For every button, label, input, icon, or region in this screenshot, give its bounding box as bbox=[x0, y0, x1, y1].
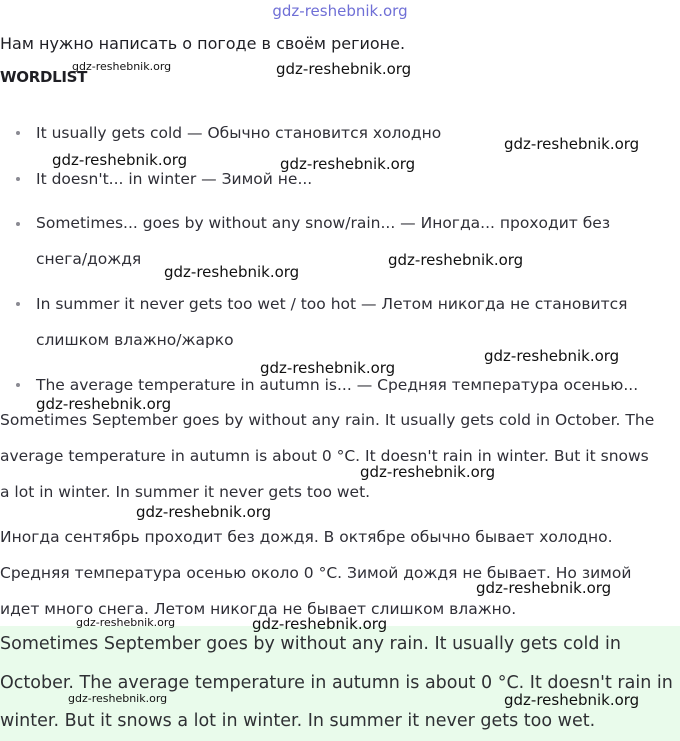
intro-text: Нам нужно написать о погоде в своём регионе. bbox=[0, 34, 406, 53]
watermark: gdz-reshebnik.org bbox=[52, 151, 188, 169]
bullet-icon bbox=[16, 222, 20, 226]
list-item-text: It usually gets cold — Обычно становится холодно bbox=[36, 124, 442, 142]
watermark: gdz-reshebnik.org bbox=[68, 692, 168, 705]
watermark: gdz-reshebnik.org bbox=[504, 691, 640, 709]
watermark: gdz-reshebnik.org bbox=[360, 463, 496, 481]
list-item-text: In summer it never gets too wet / too hot — Летом никогда не становится bbox=[36, 295, 628, 313]
paragraph-line: average temperature in autumn is about 0 °C. It doesn't rain in winter. But it snows bbox=[0, 447, 649, 465]
bullet-icon bbox=[16, 383, 20, 387]
watermark: gdz-reshebnik.org bbox=[276, 60, 412, 78]
watermark: gdz-reshebnik.org bbox=[260, 359, 396, 377]
bullet-icon bbox=[16, 177, 20, 181]
paragraph-line: Sometimes September goes by without any rain. It usually gets cold in October. The bbox=[0, 411, 655, 429]
list-item-text: слишком влажно/жарко bbox=[36, 331, 234, 349]
watermark: gdz-reshebnik.org bbox=[484, 347, 620, 365]
list-item-text: снега/дождя bbox=[36, 250, 142, 268]
watermark: gdz-reshebnik.org bbox=[476, 579, 612, 597]
bullet-icon bbox=[16, 302, 20, 306]
site-header-link[interactable]: gdz-reshebnik.org bbox=[272, 2, 408, 20]
watermark: gdz-reshebnik.org bbox=[280, 155, 416, 173]
paragraph-line: идет много снега. Летом никогда не бывает слишком влажно. bbox=[0, 600, 517, 618]
list-item-text: The average temperature in autumn is... — Средняя температура осенью... bbox=[36, 376, 639, 394]
watermark: gdz-reshebnik.org bbox=[252, 615, 388, 633]
highlighted-line: October. The average temperature in autumn is about 0 °C. It doesn't rain in bbox=[0, 673, 673, 693]
bullet-icon bbox=[16, 131, 20, 135]
highlighted-line: winter. But it snows a lot in winter. In summer it never gets too wet. bbox=[0, 711, 596, 731]
watermark: gdz-reshebnik.org bbox=[76, 616, 176, 629]
paragraph-line: Средняя температура осенью около 0 °C. Зимой дождя не бывает. Но зимой bbox=[0, 564, 632, 582]
wordlist-heading: WORDLIST bbox=[0, 68, 88, 86]
watermark: gdz-reshebnik.org bbox=[72, 60, 172, 73]
watermark: gdz-reshebnik.org bbox=[388, 251, 524, 269]
watermark: gdz-reshebnik.org bbox=[164, 263, 300, 281]
paragraph-line: a lot in winter. In summer it never gets too wet. bbox=[0, 483, 371, 501]
list-item-text: It doesn't... in winter — Зимой не... bbox=[36, 170, 313, 188]
watermark: gdz-reshebnik.org bbox=[136, 503, 272, 521]
watermark: gdz-reshebnik.org bbox=[504, 135, 640, 153]
paragraph-line: Иногда сентябрь проходит без дождя. В октябре обычно бывает холодно. bbox=[0, 528, 613, 546]
highlighted-line: Sometimes September goes by without any rain. It usually gets cold in bbox=[0, 634, 621, 654]
watermark: gdz-reshebnik.org bbox=[36, 395, 172, 413]
list-item-text: Sometimes... goes by without any snow/rain... — Иногда... проходит без bbox=[36, 214, 611, 232]
